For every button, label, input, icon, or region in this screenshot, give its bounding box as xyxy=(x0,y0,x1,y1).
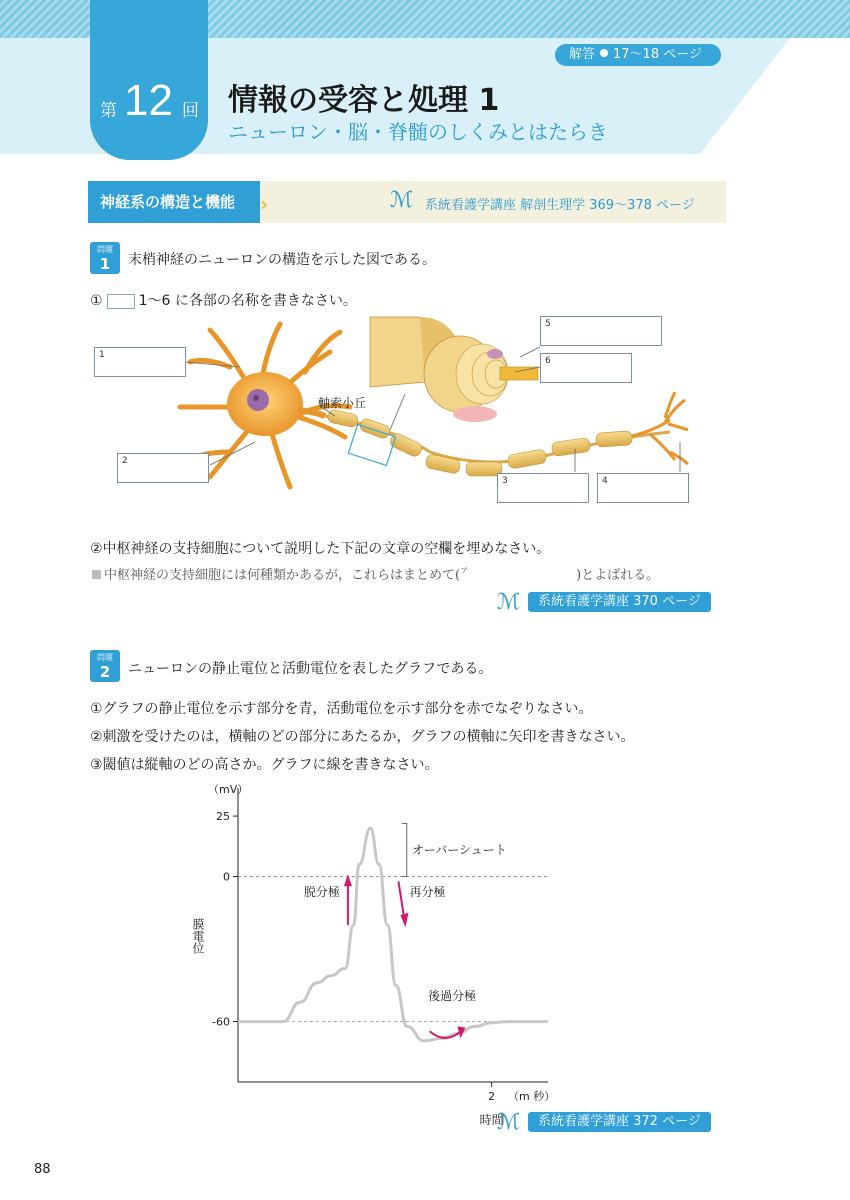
textbook-wave-icon: ℳ xyxy=(497,1110,521,1135)
page-title: 情報の受容と処理 1 xyxy=(228,83,500,118)
repolarization-arrow xyxy=(398,881,404,920)
question-1-sub2: ②中枢神経の支持細胞について説明した下記の文章の空欄を埋めなさい。 xyxy=(90,541,551,557)
x-unit-label: （m 秒） xyxy=(508,1090,556,1103)
section-label: 神経系の構造と機能 xyxy=(88,181,260,223)
textbook-wave-icon: ℳ xyxy=(497,590,521,615)
square-bullet-icon xyxy=(92,570,101,579)
overshoot-bracket xyxy=(402,823,407,876)
question-1-reference: 系統看護学講座 370 ページ xyxy=(528,592,711,612)
section-reference: 系統看護学講座 解剖生理学 369～378 ページ xyxy=(425,198,695,213)
dot-icon xyxy=(600,49,608,57)
after-hyperpolarization-label: 後過分極 xyxy=(428,988,477,1003)
textbook-wave-icon: ℳ xyxy=(390,188,414,213)
repolarization-label: 再分極 xyxy=(409,884,446,899)
badge-kanji: 問題 xyxy=(97,245,113,254)
answer-box-5[interactable]: 5 xyxy=(540,316,662,346)
y-tick-label: -60 xyxy=(212,1015,230,1029)
arrow-up-icon xyxy=(344,874,352,886)
y-axis-label: 膜電位 xyxy=(191,918,205,954)
question-2-badge xyxy=(90,650,120,682)
answer-box-6[interactable]: 6 xyxy=(540,353,632,383)
question-2-text: ニューロンの静止電位と活動電位を表したグラフである。 xyxy=(128,661,493,677)
depolarization-label: 脱分極 xyxy=(303,884,340,899)
lesson-suffix: 回 xyxy=(182,101,199,121)
fill-text-before: 中枢神経の支持細胞には何種類かあるが，これらはまとめて( xyxy=(104,568,461,583)
question-2-sub3: ③閾値は縦軸のどの高さか。グラフに線を書きなさい。 xyxy=(90,757,439,773)
question-1-text: 末梢神経のニューロンの構造を示した図である。 xyxy=(128,252,436,268)
badge-number: 1 xyxy=(99,255,111,273)
question-1-sub1 xyxy=(90,290,357,310)
myelin-enlarged xyxy=(370,317,538,422)
y-tick-label: 25 xyxy=(216,810,230,824)
fill-blank-sentence xyxy=(92,564,659,583)
question-1-badge xyxy=(90,242,120,274)
arrow-down-icon xyxy=(400,913,408,928)
x-axis-label: 時間 xyxy=(479,1113,504,1127)
chevron-right-icon: › xyxy=(260,192,269,216)
answer-pages-pill xyxy=(555,44,721,66)
badge-kanji: 問題 xyxy=(97,653,113,662)
action-potential-chart xyxy=(180,778,580,1128)
lesson-tab xyxy=(90,0,208,160)
lesson-prefix: 第 xyxy=(100,101,117,121)
answer-box-3[interactable]: 3 xyxy=(497,473,589,503)
question-2-sub1: ①グラフの静止電位を示す部分を青，活動電位を示す部分を赤でなぞりなさい。 xyxy=(90,701,593,717)
badge-number: 2 xyxy=(99,663,111,681)
answer-box-2[interactable]: 2 xyxy=(117,453,209,483)
fill-text-after: )とよばれる。 xyxy=(576,568,660,583)
magnify-arrow xyxy=(390,394,405,430)
fill-blank-mark: ア xyxy=(460,566,469,576)
page-number: 88 xyxy=(34,1162,51,1177)
question-2-reference: 系統看護学講座 372 ページ xyxy=(528,1112,711,1132)
y-tick-label: 0 xyxy=(223,870,230,884)
answer-pages: 17～18 ページ xyxy=(613,47,702,62)
x-tick-label: 2 xyxy=(488,1090,496,1103)
answer-box-4[interactable]: 4 xyxy=(597,473,689,503)
nucleolus xyxy=(253,395,259,401)
axon-hillock-label: 軸索小丘 xyxy=(318,396,367,410)
answer-box-1[interactable]: 1 xyxy=(94,347,186,377)
inline-blank-box xyxy=(107,294,135,309)
question-2-sub2: ②刺激を受けたのは，横軸のどの部分にあたるか，グラフの横軸に矢印を書きなさい。 xyxy=(90,729,635,745)
sub1-prefix: ① xyxy=(90,293,103,309)
page-subtitle: ニューロン・脳・脊髄のしくみとはたらき xyxy=(228,120,608,144)
lesson-number: 12 xyxy=(124,76,173,125)
answer-label: 解答 xyxy=(569,47,596,62)
membrane-potential-line xyxy=(238,828,548,1041)
y-unit-label: （mV） xyxy=(208,783,249,796)
sub1-text: 1～6 に各部の名称を書きなさい。 xyxy=(138,293,357,309)
overshoot-label: オーバーシュート xyxy=(411,842,507,857)
